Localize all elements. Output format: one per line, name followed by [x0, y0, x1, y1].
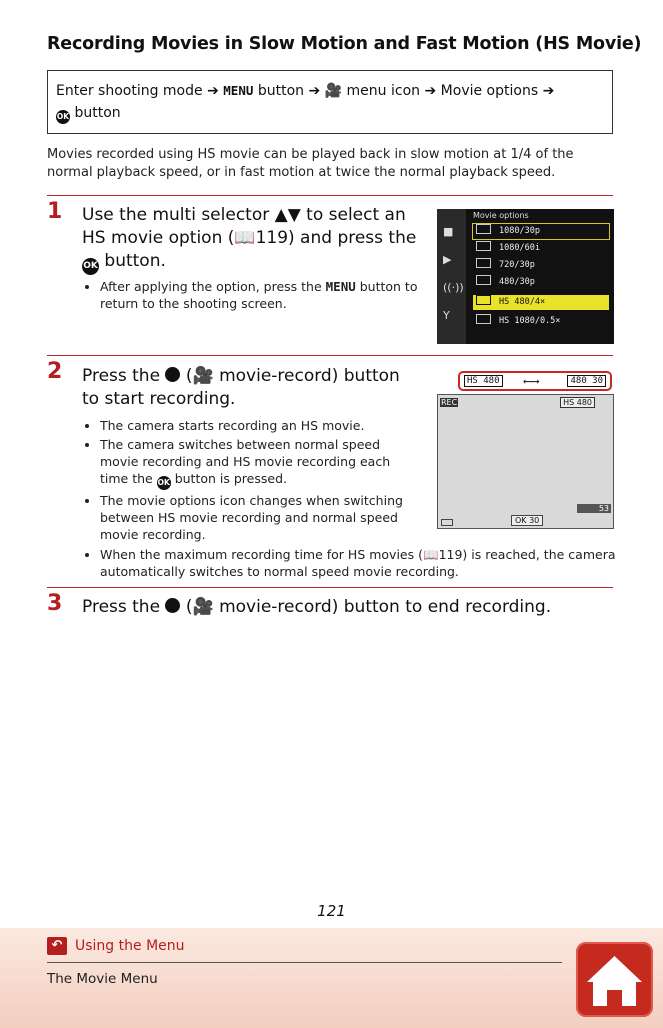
list-item: 1080/60i: [473, 241, 609, 256]
list-item: • The camera starts recording an HS movie.: [100, 417, 420, 434]
hs-movie-icon: HS 480: [560, 397, 595, 408]
home-button[interactable]: [576, 942, 653, 1017]
list-item: • The movie options icon changes when switching between HS movie recording and normal speed movie recording.: [100, 492, 420, 543]
page-title: Recording Movies in Slow Motion and Fast Motion (HS Movie): [47, 34, 642, 54]
record-button-icon: [165, 598, 180, 613]
step-divider: [47, 587, 613, 588]
menu-key: MENU: [223, 83, 254, 98]
screen-header: Movie options: [473, 211, 529, 220]
ok-button-icon: OK: [157, 476, 171, 490]
list-item: HS 1080/0.5×: [473, 314, 609, 329]
step-number: 3: [47, 591, 63, 616]
list-item: • The camera switches between normal speed movie recording and HS movie recording each time the OK button is pressed.: [100, 436, 420, 490]
book-ref-icon: 📖: [422, 547, 439, 562]
resolution-icon: [476, 258, 491, 268]
step2-bullets: [84, 417, 420, 545]
menu-sidebar: [437, 209, 466, 344]
wireless-icon: ((·)): [443, 281, 464, 294]
list-item: • When the maximum recording time for HS movies (📖119) is reached, the camera automatically switches to normal speed movie recording.: [100, 546, 630, 580]
step3-title: Press the (🎥 movie-record) button to end recording.: [82, 597, 552, 617]
movie-options-switch-indicator: HS 480 ⟵⟶ 480 30: [458, 371, 612, 391]
navigation-path-box: Enter shooting mode ➔ MENU button ➔ 🎥 menu icon ➔ Movie options ➔ OK button: [47, 70, 613, 134]
step-number: 1: [47, 199, 63, 224]
resolution-icon: [476, 275, 491, 285]
list-item: 1080/30p: [473, 224, 609, 239]
resolution-icon: [476, 295, 491, 305]
movie-camera-icon: 🎥: [192, 597, 214, 617]
step-divider: [47, 195, 613, 196]
step2-bullets-wide: [84, 546, 630, 582]
intro-paragraph: Movies recorded using HS movie can be played back in slow motion at 1/4 of the normal playback speed, or in fast motion at twice the normal playback speed.: [47, 147, 574, 180]
time-remaining: 53: [577, 504, 611, 513]
movie-options-screen: [437, 209, 614, 344]
rec-indicator: REC: [441, 398, 458, 407]
back-arrow-icon[interactable]: ↶: [47, 937, 67, 955]
step-divider: [47, 355, 613, 356]
ok-indicator: OK 30: [511, 515, 543, 526]
list-item-selected: HS 480/4×: [473, 295, 609, 310]
step1-title: Use the multi selector ▲▼ to select an HS movie option (📖119) and press the OK button.: [82, 204, 422, 275]
wrench-icon: Y: [443, 309, 450, 322]
camera-icon: ■: [443, 225, 454, 238]
resolution-icon: [476, 241, 491, 251]
record-button-icon: [165, 367, 180, 382]
movie-camera-icon: 🎥: [324, 83, 343, 99]
step2-title: Press the (🎥 movie-record) button to start recording.: [82, 366, 400, 409]
list-item: • After applying the option, press the MENU button to return to the shooting screen.: [100, 278, 430, 312]
list-item: 480/30p: [473, 275, 609, 290]
movie-camera-icon: ▶: [443, 253, 452, 266]
resolution-icon: [476, 314, 491, 324]
step1-bullets: [84, 278, 430, 314]
ok-button-icon: OK: [56, 110, 70, 124]
recording-screen: [437, 394, 614, 529]
movie-camera-icon: 🎥: [192, 366, 214, 386]
footer-divider: [47, 962, 562, 963]
resolution-icon: [476, 224, 491, 234]
home-icon: [576, 942, 653, 1017]
list-item: 720/30p: [473, 258, 609, 273]
breadcrumb-subsection: The Movie Menu: [47, 971, 158, 987]
book-ref-icon: 📖: [234, 228, 256, 248]
battery-icon: [441, 519, 453, 526]
double-arrow-icon: ⟵⟶: [524, 374, 539, 388]
page-number: 121: [317, 902, 346, 920]
ok-button-icon: OK: [82, 258, 99, 275]
breadcrumb-section-link[interactable]: Using the Menu: [75, 938, 185, 954]
step-number: 2: [47, 359, 63, 384]
